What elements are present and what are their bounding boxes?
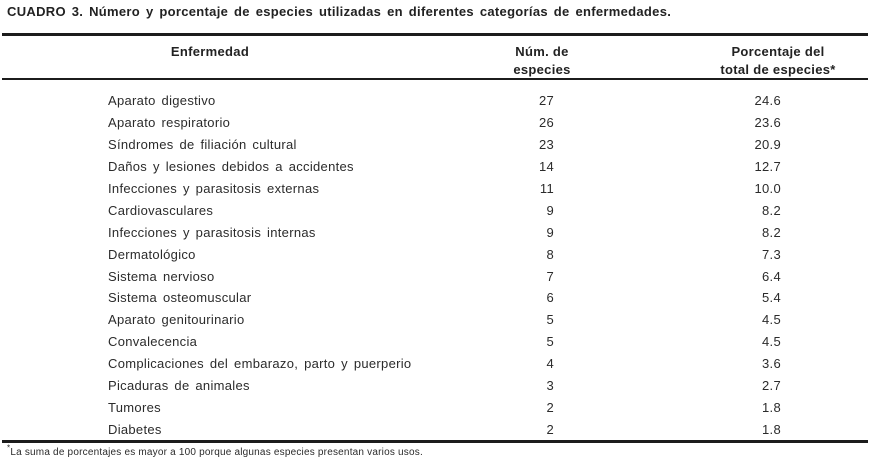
table-row: [0, 353, 871, 375]
cell-enfermedad: Daños y lesiones debidos a accidentes: [108, 159, 354, 175]
table-row: [0, 265, 871, 287]
table-row: [0, 243, 871, 265]
cell-porcentaje: 7.3: [762, 246, 781, 262]
table-header: [0, 36, 871, 78]
header-num-especies: [513, 43, 570, 79]
cell-num-especies: 5: [546, 334, 554, 350]
cell-num-especies: 6: [546, 290, 554, 306]
cell-enfermedad: Dermatológico: [108, 246, 196, 262]
table-row: [0, 112, 871, 134]
cell-num-especies: 11: [539, 181, 554, 196]
cell-enfermedad: Infecciones y parasitosis internas: [108, 224, 316, 240]
table-row: [0, 199, 871, 221]
cell-porcentaje: 5.4: [762, 290, 781, 306]
cell-enfermedad: Cardiovasculares: [108, 202, 214, 218]
cell-porcentaje: 3.6: [762, 356, 781, 372]
cell-porcentaje: 1.8: [762, 421, 781, 437]
cell-num-especies: 4: [546, 356, 554, 372]
header-num-line2: especies: [513, 62, 571, 77]
table-row: [0, 309, 871, 331]
cell-num-especies: 5: [546, 312, 554, 328]
cell-num-especies: 9: [546, 224, 554, 240]
cell-num-especies: 14: [538, 159, 554, 175]
table-row: [0, 418, 871, 440]
cell-porcentaje: 2.7: [762, 378, 781, 394]
header-porcentaje: [720, 43, 835, 79]
cell-enfermedad: Aparato genitourinario: [108, 312, 245, 328]
cell-enfermedad: Infecciones y parasitosis externas: [108, 181, 320, 196]
cell-enfermedad: Diabetes: [108, 421, 162, 437]
cell-porcentaje: 24.6: [754, 93, 781, 109]
cell-enfermedad: Sistema osteomuscular: [108, 290, 252, 306]
cell-enfermedad: Aparato digestivo: [108, 93, 216, 109]
cell-porcentaje: 20.9: [754, 137, 781, 153]
header-pct-line2: total de especies*: [720, 62, 836, 77]
table-caption: CUADRO 3. Número y porcentaje de especies utilizadas en diferentes categorías de enfermedades.: [7, 4, 672, 19]
cell-num-especies: 2: [546, 399, 554, 415]
footnote: [7, 443, 423, 458]
header-rule: [2, 78, 868, 80]
cell-enfermedad: Aparato respiratorio: [108, 115, 231, 131]
table-row: [0, 156, 871, 178]
cell-porcentaje: 4.5: [762, 334, 781, 350]
cell-enfermedad: Síndromes de filiación cultural: [108, 137, 297, 153]
cell-porcentaje: 4.5: [762, 312, 781, 328]
cell-porcentaje: 12.7: [754, 159, 781, 175]
cell-num-especies: 26: [538, 115, 554, 131]
cell-enfermedad: Sistema nervioso: [108, 268, 215, 284]
cell-porcentaje: 10.0: [754, 181, 781, 196]
cell-porcentaje: 8.2: [762, 224, 781, 240]
footnote-marker: *: [7, 443, 11, 453]
table-body: [0, 81, 871, 440]
table-row: [0, 178, 871, 200]
cell-porcentaje: 6.4: [762, 268, 781, 284]
cell-enfermedad: Convalecencia: [108, 334, 198, 350]
cell-porcentaje: 8.2: [762, 202, 781, 218]
cell-porcentaje: 1.8: [762, 399, 781, 415]
cell-enfermedad: Complicaciones del embarazo, parto y puerperio: [108, 356, 412, 372]
cell-num-especies: 7: [546, 268, 554, 284]
cell-num-especies: 9: [546, 202, 554, 218]
cell-porcentaje: 23.6: [754, 115, 781, 131]
table-row: [0, 221, 871, 243]
table-row: [0, 287, 871, 309]
cell-enfermedad: Tumores: [108, 399, 161, 415]
table-row: [0, 331, 871, 353]
table-row: [0, 375, 871, 397]
footnote-text: La suma de porcentajes es mayor a 100 porque algunas especies presentan varios usos.: [10, 447, 423, 458]
cell-num-especies: 23: [538, 137, 554, 153]
bottom-rule: [2, 440, 868, 443]
cell-num-especies: 8: [546, 246, 554, 262]
table-row: [0, 134, 871, 156]
header-enfermedad: Enfermedad: [170, 44, 250, 59]
cell-num-especies: 2: [546, 421, 554, 437]
cell-enfermedad: Picaduras de animales: [108, 378, 250, 394]
cell-num-especies: 3: [546, 378, 554, 394]
table-row: [0, 90, 871, 112]
table-row: [0, 396, 871, 418]
header-num-line1: Núm. de: [515, 44, 569, 59]
cell-num-especies: 27: [538, 93, 554, 109]
header-pct-line1: Porcentaje del: [731, 44, 825, 59]
